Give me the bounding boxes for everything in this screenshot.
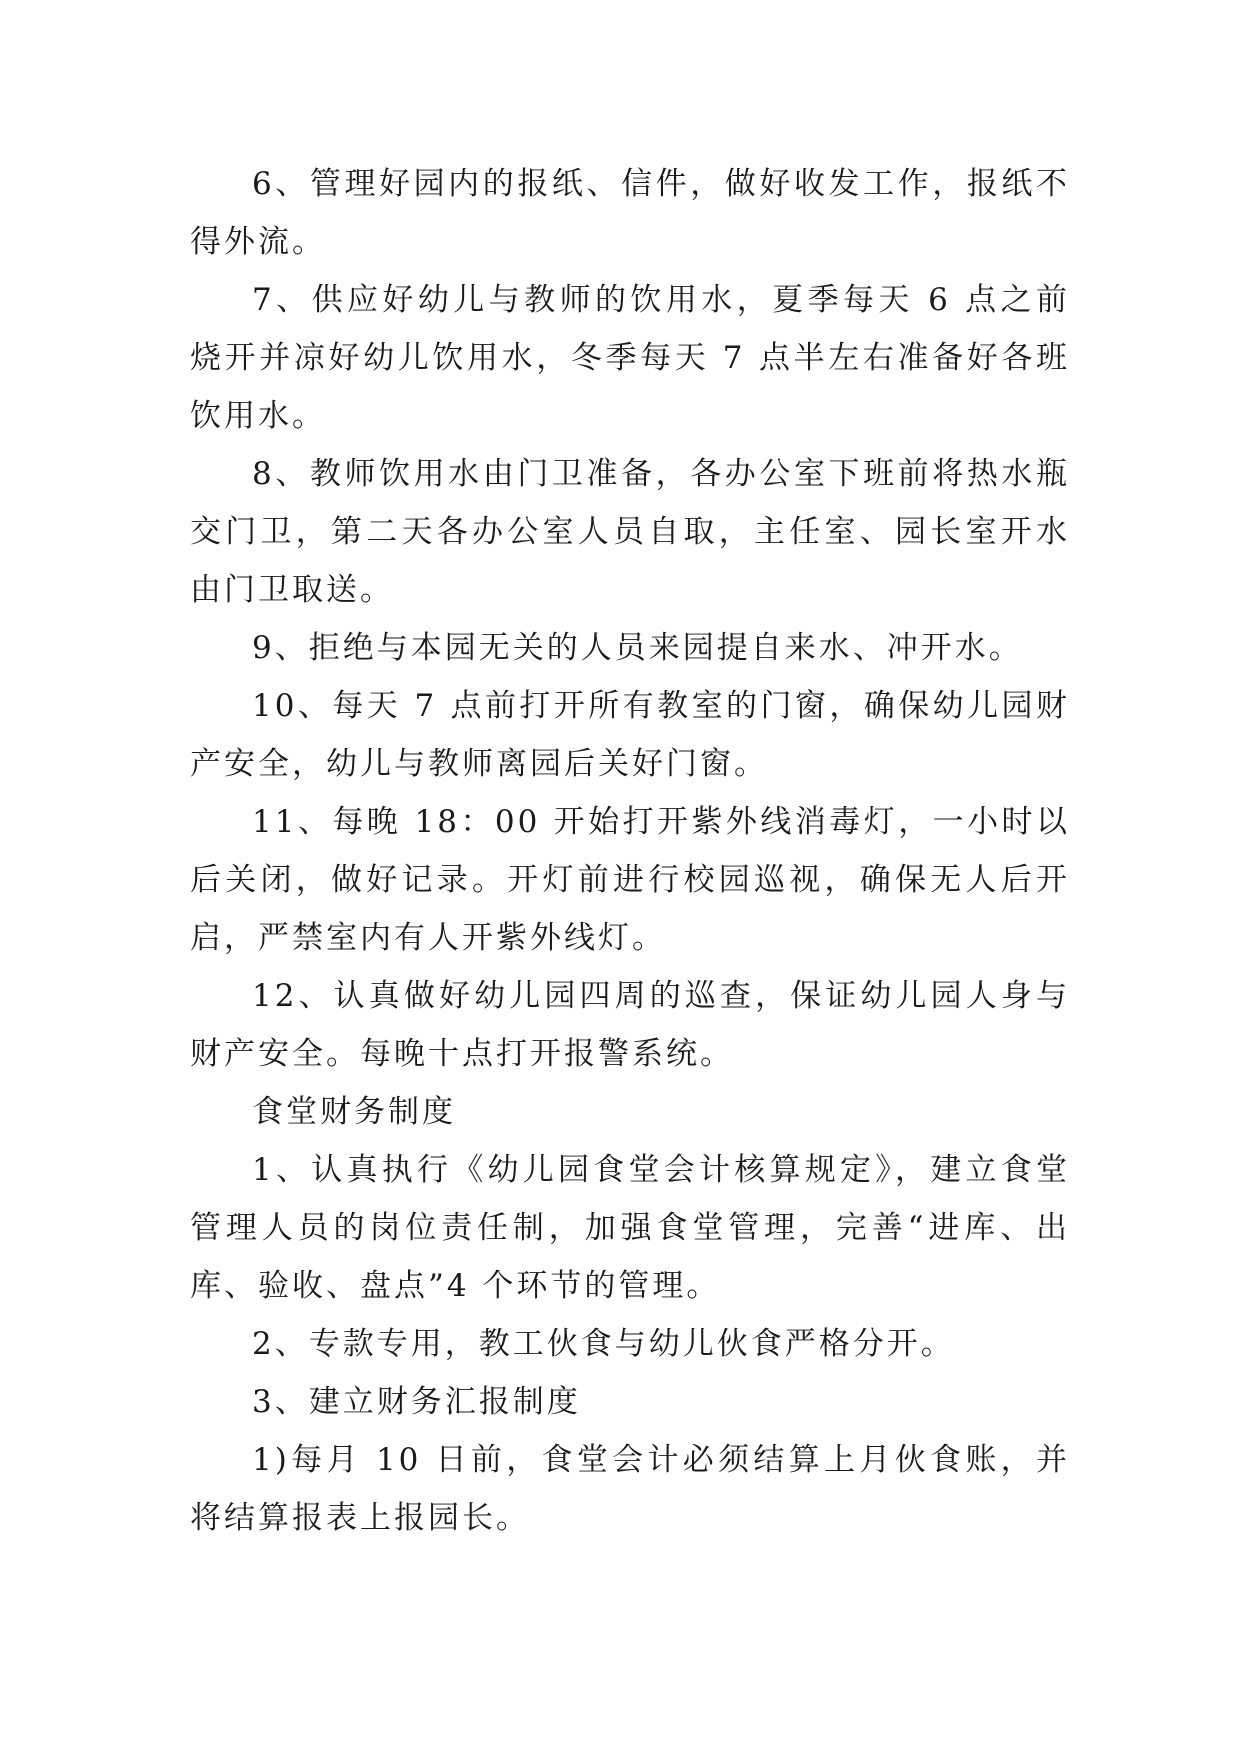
- document-body: [190, 155, 1070, 1547]
- section-heading: 食堂财务制度: [252, 1094, 456, 1130]
- paragraph: 2、专款专用，教工伙食与幼儿伙食严格分开。: [252, 1326, 955, 1362]
- paragraph: 8、教师饮用水由门卫准备，各办公室下班前将热水瓶交门卫，第二天各办公室人员自取，主任室、园长室开水由门卫取送。: [190, 456, 1070, 608]
- paragraph: 11、每晚 18：00 开始打开紫外线消毒灯，一小时以后关闭，做好记录。开灯前进行校园巡视，确保无人后开启，严禁室内有人开紫外线灯。: [190, 804, 1070, 956]
- paragraph: 10、每天 7 点前打开所有教室的门窗，确保幼儿园财产安全，幼儿与教师离园后关好门窗。: [190, 688, 1070, 782]
- paragraph: 1、认真执行《幼儿园食堂会计核算规定》，建立食堂管理人员的岗位责任制，加强食堂管理，完善“进库、出库、验收、盘点”4 个环节的管理。: [190, 1152, 1070, 1304]
- paragraph: 6、管理好园内的报纸、信件，做好收发工作，报纸不得外流。: [190, 166, 1070, 260]
- paragraph: 9、拒绝与本园无关的人员来园提自来水、冲开水。: [252, 630, 1023, 666]
- paragraph: 12、认真做好幼儿园四周的巡查，保证幼儿园人身与财产安全。每晚十点打开报警系统。: [190, 978, 1070, 1072]
- paragraph: 3、建立财务汇报制度: [252, 1384, 581, 1420]
- paragraph: 1)每月 10 日前，食堂会计必须结算上月伙食账，并将结算报表上报园长。: [190, 1442, 1070, 1536]
- paragraph: 7、供应好幼儿与教师的饮用水，夏季每天 6 点之前烧开并凉好幼儿饮用水，冬季每天 7 点半左右准备好各班饮用水。: [190, 282, 1070, 434]
